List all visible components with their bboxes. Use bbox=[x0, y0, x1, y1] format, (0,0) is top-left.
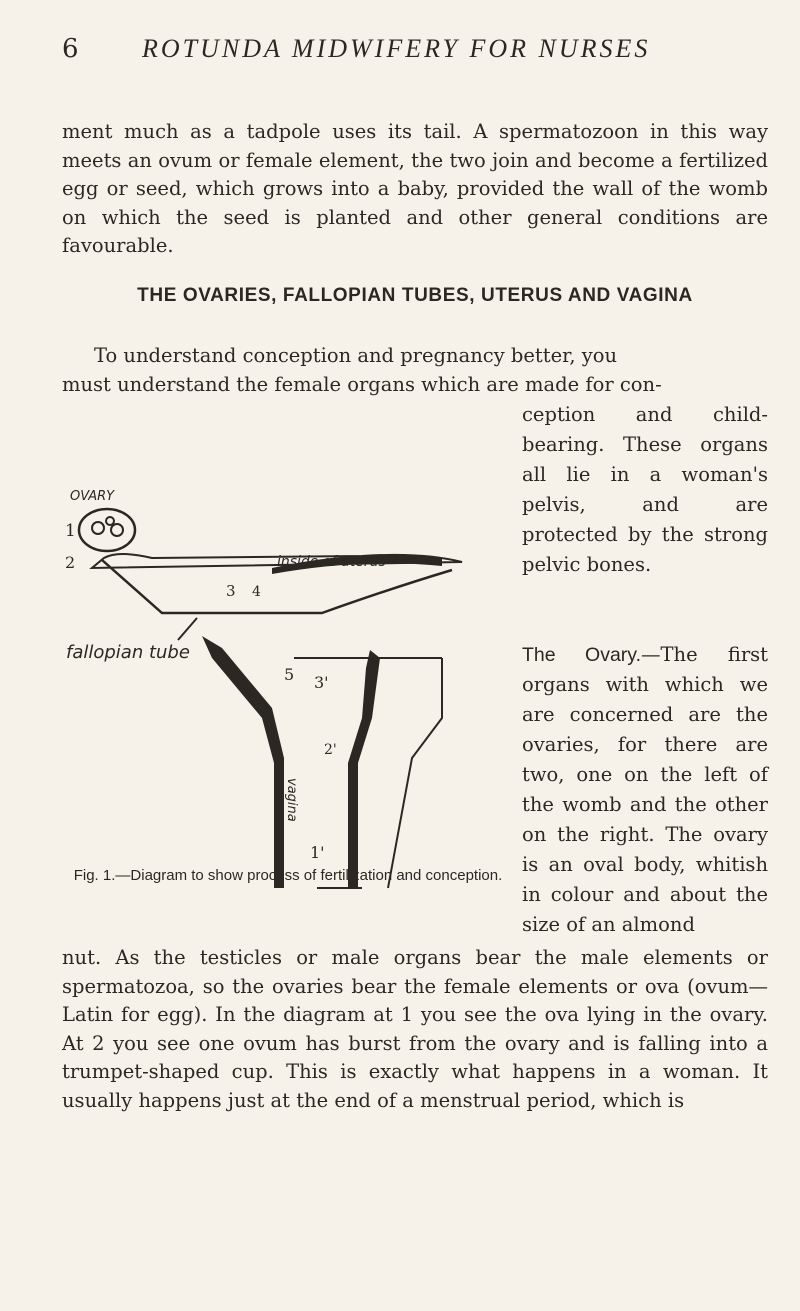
paragraph-1: ment much as a tadpole uses its tail. A spermatozoon in this way meets an ovum or female element, the two join and become a fertilized egg or seed, which grows into a baby, provided the wall of the womb on which the seed is planted and other general conditions are favourable. bbox=[62, 120, 768, 257]
paragraph-ovary bbox=[522, 640, 768, 940]
label-vagina: vagina bbox=[284, 778, 299, 822]
paragraph-2-line-2: must understand the female organs which are made for con- bbox=[62, 372, 662, 396]
label-fallopian-tube: fallopian tube bbox=[66, 642, 190, 663]
uterus-left-wall bbox=[202, 636, 284, 888]
figure-caption: Fig. 1.—Diagram to show process of fertilization and conception. bbox=[73, 867, 503, 884]
ovary-title: The Ovary. bbox=[522, 644, 642, 666]
paragraph-2-flow: ception and child-bearing. These organs all lie in a woman's pelvis, and are protected by the strong pelvic bones. bbox=[522, 403, 768, 576]
page-number: 6 bbox=[62, 34, 79, 64]
label-3-prime: 3' bbox=[314, 673, 329, 692]
label-inside-of-uterus: inside of uterus bbox=[277, 554, 386, 570]
ovum-3 bbox=[111, 524, 123, 536]
label-3: 3 bbox=[226, 582, 236, 600]
page-header bbox=[62, 34, 722, 74]
paragraph-2 bbox=[62, 342, 768, 399]
label-1: 1 bbox=[65, 521, 76, 541]
running-title: ROTUNDA MIDWIFERY FOR NURSES bbox=[142, 34, 651, 63]
label-4: 4 bbox=[252, 584, 261, 600]
label-1-prime: 1' bbox=[310, 843, 325, 862]
fertilization-diagram bbox=[62, 418, 502, 890]
label-2-prime: 2' bbox=[324, 742, 337, 758]
section-heading: THE OVARIES, FALLOPIAN TUBES, UTERUS AND VAGINA bbox=[137, 285, 693, 306]
ovary-text: —The first organs with which we are concerned are the ovaries, for there are two, one on the left of the womb and the other on the right. The ovary is an oval body, whitish in colour and about the size of an almond bbox=[522, 643, 768, 936]
paragraph-5: nut. As the testicles or male organs bear the male elements or spermatozoa, so the ovaries bear the female elements or ova (ovum—Latin for egg). In the diagram at 1 you see the ova lying in the ovary. At 2 you see one ovum has burst from the ovary and is falling into a trumpet-shaped cup. This is exactly what happens in a woman. It usually happens just at the end of a menstrual period, which is bbox=[62, 946, 768, 1112]
label-5: 5 bbox=[284, 665, 295, 684]
label-2: 2 bbox=[65, 553, 76, 572]
ovum-1 bbox=[92, 522, 104, 534]
ovary-shape bbox=[79, 509, 135, 551]
uterus-right-wall bbox=[348, 650, 380, 888]
paragraph-2-line-1: To understand conception and pregnancy better, you bbox=[94, 344, 618, 367]
ovum-2 bbox=[106, 517, 114, 525]
label-ovary: OVARY bbox=[70, 489, 115, 504]
